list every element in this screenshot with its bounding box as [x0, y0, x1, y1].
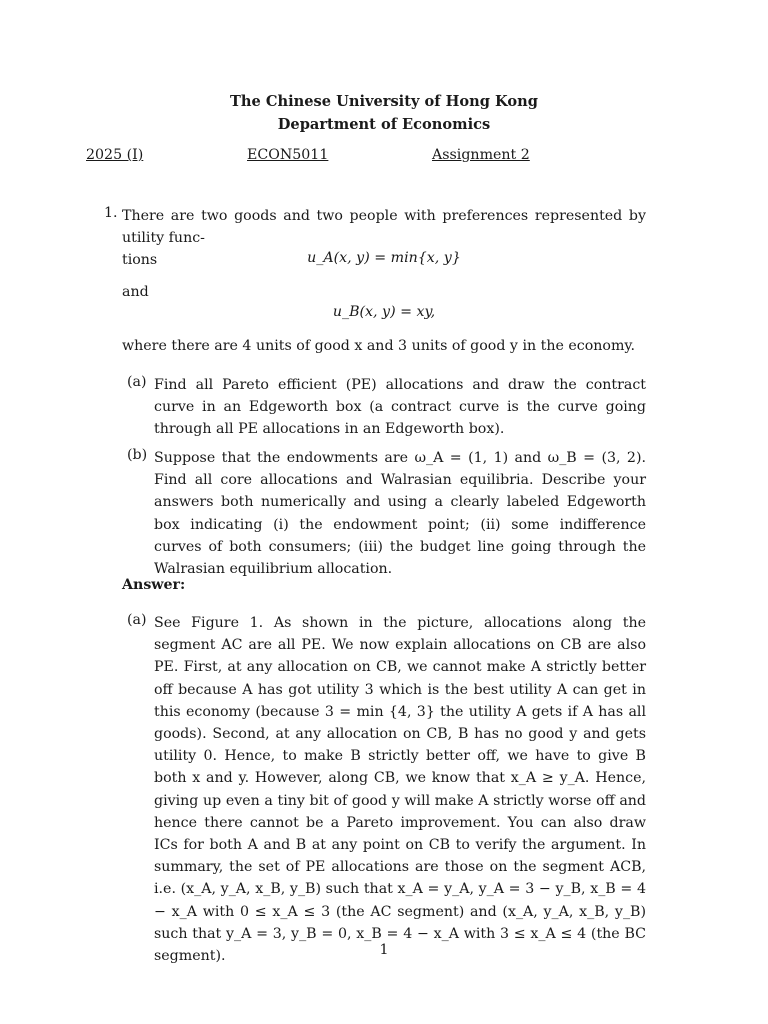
question-intro-line2: tions [122, 252, 158, 269]
part-b-label: (b) [127, 447, 148, 463]
part-a-label: (a) [127, 374, 147, 390]
term-label: 2025 (I) [86, 147, 144, 163]
part-b-text: Suppose that the endowments are ω_A = (1, 1) and ω_B = (3, 2). Find all core allocations and Walrasian equilibria. Describe your answers both numerically and using a clearly labeled Edgeworth box indicating (i) the endowment point; (ii) some indifference curves of both consumers; (iii) the budget line going through the Walrasian equilibrium allocation. [154, 450, 646, 578]
assignment-label: Assignment 2 [432, 147, 530, 163]
utility-a-equation: u_A(x, y) = min{x, y} [307, 250, 461, 266]
answer-part-a-label: (a) [127, 612, 147, 628]
answer-part-a-text: See Figure 1. As shown in the picture, allocations along the segment AC are all PE. We now explain allocations on CB are also PE. First, at any allocation on CB, we cannot make A strictly better off because A has got utility 3 which is the best utility A can get in this economy (because 3 = min {4, 3} the utility A gets if A has all goods). Second, at any allocation on CB, B has no good y and gets utility 0. Hence, to make B strictly better off, we have to give B both x and y. However, along CB, we know that x_A ≥ y_A. Hence, giving up even a tiny bit of good y will make A strictly worse off and hence there cannot be a Pareto improvement. You can also draw ICs for both A and B at any point on CB to verify the argument. In summary, the set of PE allocations are those on the segment ACB, i.e. (x_A, y_A, x_B, y_B) such that x_A = y_A, y_A = 3 − y_B, x_B = 4 − x_A with 0 ≤ x_A ≤ 3 (the AC segment) and (x_A, y_A, x_B, y_B) such that y_A = 3, y_B = 0, x_B = 4 − x_A with 3 ≤ x_A ≤ 4 (the BC segment). [154, 615, 646, 965]
course-code: ECON5011 [247, 147, 329, 163]
answer-heading: Answer: [122, 577, 186, 593]
part-a-text: Find all Pareto efficient (PE) allocations and draw the contract curve in an Edgeworth box (a contract curve is the curve going through all PE allocations in an Edgeworth box). [154, 377, 646, 438]
page-number: 1 [379, 942, 389, 958]
university-title: The Chinese University of Hong Kong [230, 93, 538, 110]
utility-b-equation: u_B(x, y) = xy, [332, 304, 436, 320]
question-closing: where there are 4 units of good x and 3 units of good y in the economy. [122, 338, 636, 354]
and-text: and [122, 284, 149, 300]
department-title: Department of Economics [277, 116, 491, 133]
question-number: 1. [104, 205, 118, 221]
question-intro-line1: There are two goods and two people with preferences represented by utility func- [122, 208, 646, 247]
